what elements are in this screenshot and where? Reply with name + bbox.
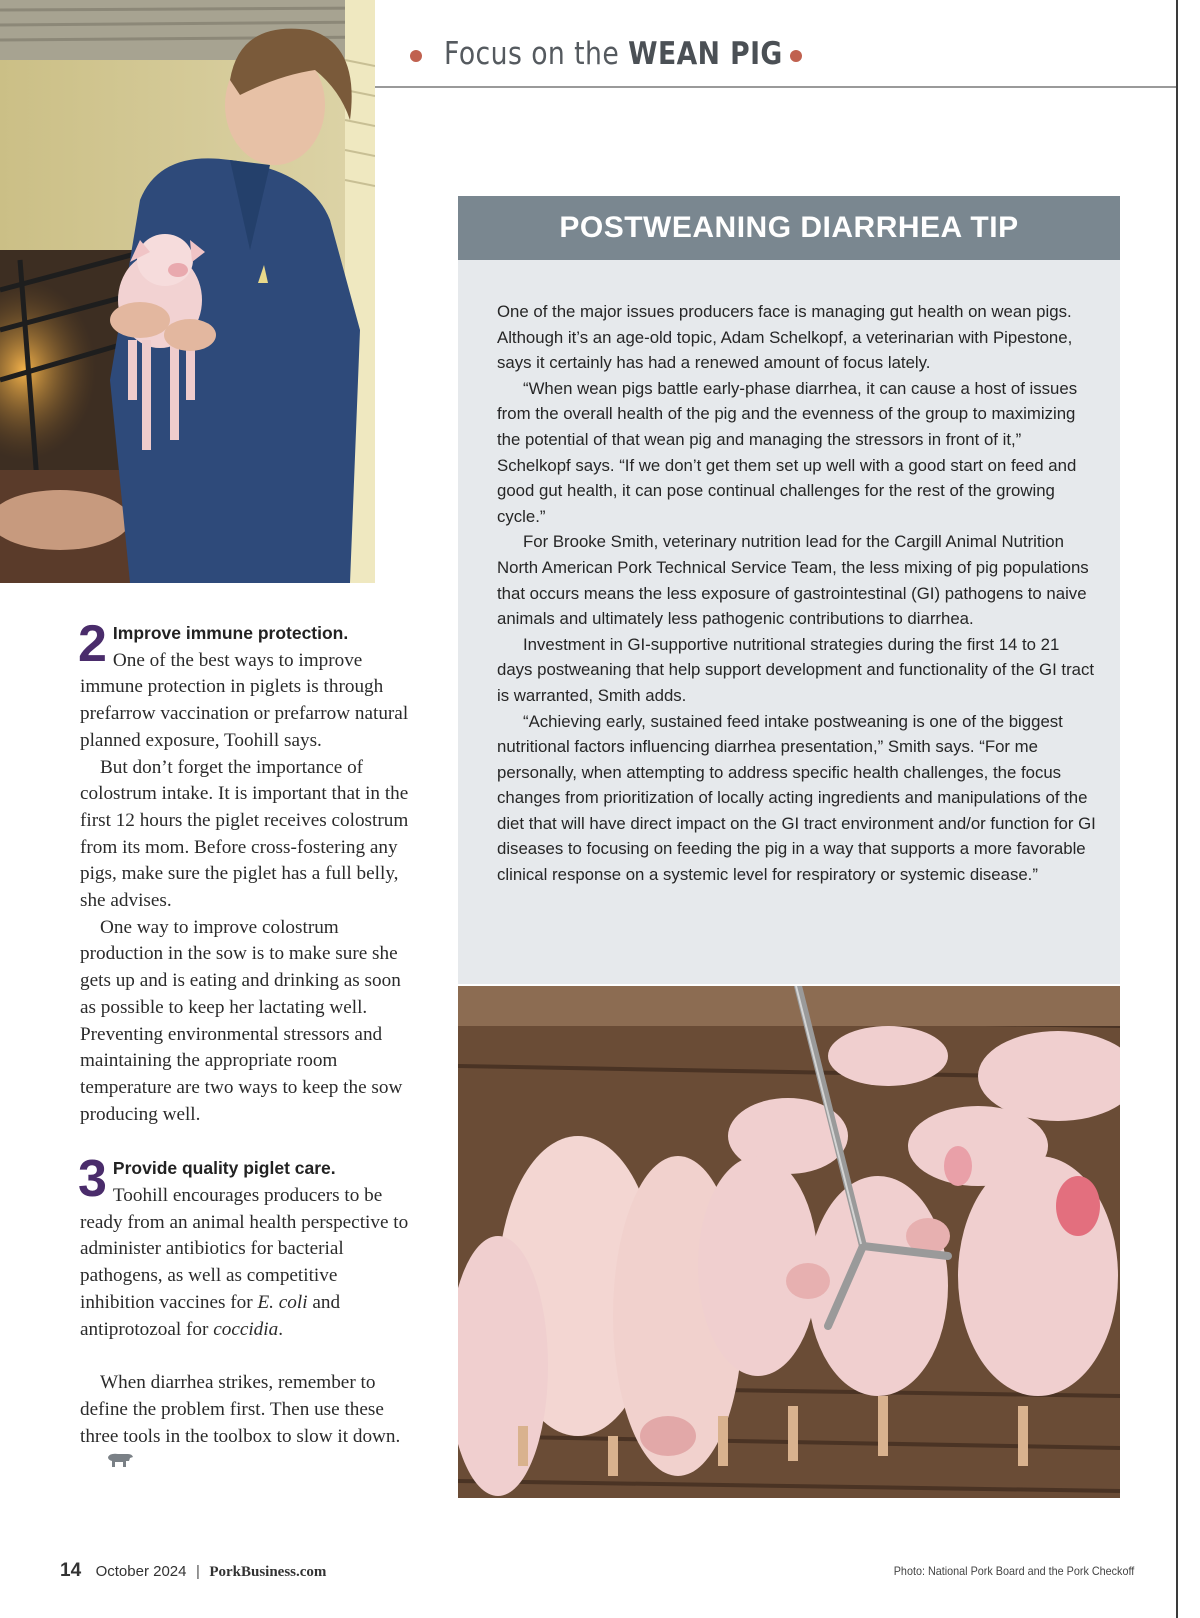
- step-number: 2: [78, 615, 107, 673]
- issue-date: October 2024: [95, 1563, 187, 1580]
- body-text-italic: E. coli: [257, 1291, 308, 1313]
- site-name: PorkBusiness.com: [209, 1564, 327, 1580]
- photo-veterinarian-holding-piglet: [0, 0, 375, 583]
- body-text: .: [278, 1318, 283, 1340]
- page-edge-rule: [1176, 0, 1178, 1618]
- article-left-column: [78, 615, 410, 1477]
- step-heading: Provide quality piglet care.: [112, 1158, 336, 1179]
- body-text: One of the best ways to improve immune protection in piglets is through prefarrow vaccination or prefarrow natural planned exposure, Toohill says.: [80, 649, 409, 751]
- page-footer: [60, 1560, 326, 1582]
- header-bullet-right: [790, 50, 802, 62]
- section-title-emphasis: WEAN PIG: [628, 36, 783, 72]
- body-paragraph: One way to improve colostrum production in the sow is to make sure she gets up and is eating and drinking as soon as possible to keep her lactating well. Preventing environmental stressors and maintaining the appropriate room temperature are two ways to keep the sow producing well.: [80, 916, 403, 1125]
- photo-credit: Photo: National Pork Board and the Pork Checkoff: [893, 1564, 1134, 1578]
- tip-paragraph: Investment in GI-supportive nutritional strategies during the first 14 to 21 days postweaning that help support development and functionality of the GI tract is warranted, Smith adds.: [497, 634, 1095, 705]
- body-text-italic: coccidia: [213, 1318, 279, 1340]
- tip-body: [497, 299, 1097, 888]
- photo-piglets-drinking: [458, 986, 1120, 1498]
- step-number: 3: [78, 1150, 107, 1209]
- section-title: [444, 36, 783, 72]
- page-number: 14: [60, 1560, 82, 1581]
- tip-paragraph: “Achieving early, sustained feed intake postweaning is one of the biggest nutritional factors influencing diarrhea presentation,” Smith says. “For me personally, when attempting to address specific health challenges, the focus changes from prioritization of locally acting ingredients and manipulations of the diet that will have direct impact on the GI tract environment and/or function for GI diseases to focusing on feeding the pig in a way that supports a more favorable clinical response on a systemic level for respiratory or systemic disease.”: [497, 711, 1096, 885]
- tip-title-bar: [458, 196, 1120, 260]
- tip-title: POSTWEANING DIARRHEA TIP: [559, 211, 1019, 244]
- header-divider: [375, 86, 1176, 88]
- section-title-prefix: Focus on the: [444, 36, 620, 72]
- step-heading: Improve immune protection.: [112, 623, 349, 643]
- closing-text: When diarrhea strikes, remember to define the problem first. Then use these three tools in the toolbox to slow it down.: [80, 1372, 401, 1447]
- tip-paragraph: “When wean pigs battle early-phase diarrhea, it can cause a host of issues from the overall health of the pig and the evenness of the group to maximizing the potential of that wean pig and managing the stressors in front of it,” Schelkopf says. “If we don’t get them set up well with a good start on feed and good gut health, it can pose continual challenges for the rest of the growing cycle.”: [497, 378, 1078, 526]
- tip-paragraph: One of the major issues producers face is managing gut health on wean pigs. Although it’s an age-old topic, Adam Schelkopf, a veterinarian with Pipestone, says it certainly has had a renewed amount of focus lately.: [497, 302, 1073, 373]
- step-3: [78, 1150, 410, 1343]
- body-text: Toohill encourages producers to be ready from an animal health perspective to administer antibiotics for bacterial pathogens, as well as competitive inhibition vaccines for: [80, 1185, 409, 1313]
- step-2: [78, 615, 410, 1128]
- closing-paragraph: [80, 1370, 410, 1477]
- footer-separator: |: [195, 1563, 200, 1580]
- body-paragraph: But don’t forget the importance of colostrum intake. It is important that in the first 12 hours the piglet receives colostrum from its mom. Before cross-fostering any pigs, make sure the piglet has a full belly, she advises.: [80, 756, 409, 912]
- tip-paragraph: For Brooke Smith, veterinary nutrition lead for the Cargill Animal Nutrition North American Pork Technical Service Team, the less mixing of pig populations that occurs means the less exposure of gastrointestinal (GI) pathogens to naive animals and ultimately less pathogenic contributions to diarrhea.: [497, 532, 1089, 629]
- pig-end-mark-icon: [86, 1451, 134, 1478]
- body-text: and antiprotozoal for: [80, 1291, 341, 1340]
- header-bullet-left: [410, 50, 422, 62]
